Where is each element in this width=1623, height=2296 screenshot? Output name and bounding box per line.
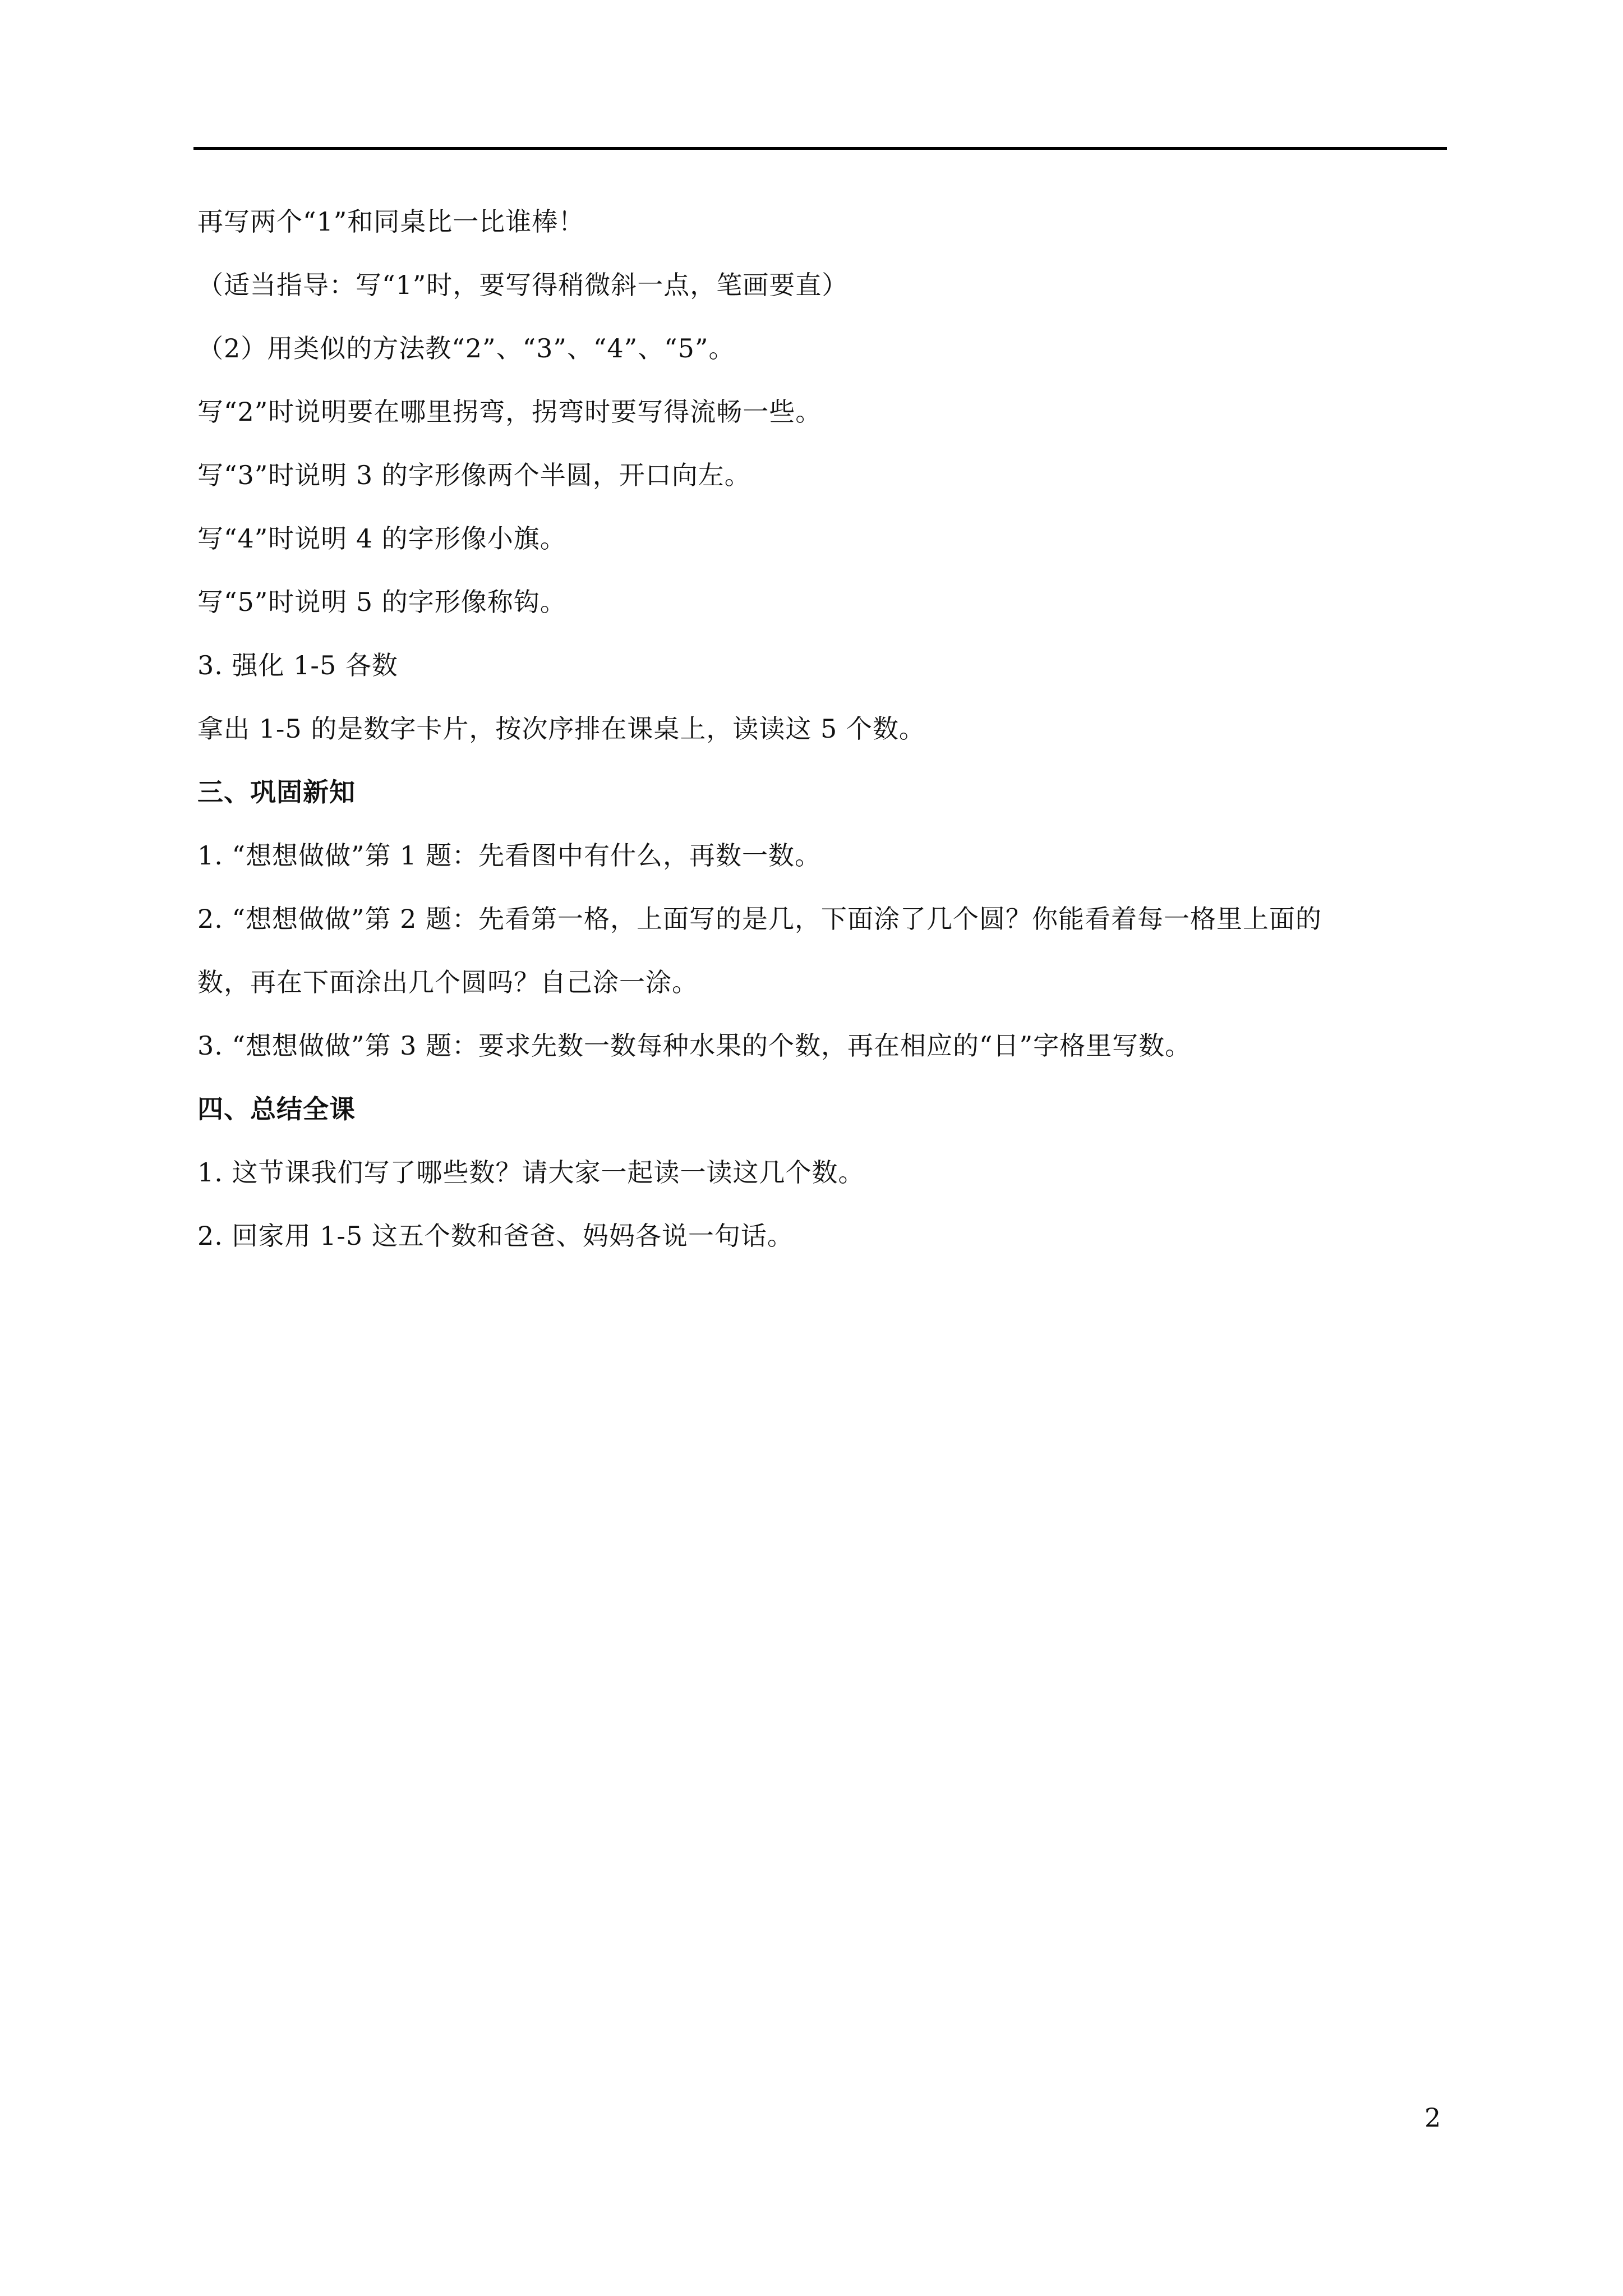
paragraph-line: 再写两个“1”和同桌比一比谁棒！: [197, 206, 585, 237]
paragraph-line: 写“5”时说明 5 的字形像称钩。: [197, 587, 566, 617]
paragraph-line: 拿出 1-5 的是数字卡片，按次序排在课桌上，读读这 5 个数。: [197, 714, 925, 744]
header-rule: [193, 147, 1447, 150]
paragraph-line: 数，再在下面涂出几个圆吗？自己涂一涂。: [197, 967, 698, 997]
paragraph-line: 写“4”时说明 4 的字形像小旗。: [197, 523, 566, 554]
paragraph-line: 3. 强化 1-5 各数: [197, 650, 398, 680]
paragraph-line: 2. “想想做做”第 2 题：先看第一格，上面写的是几，下面涂了几个圆？你能看着每一格里上面的: [197, 904, 1322, 934]
section-heading: 四、总结全课: [197, 1094, 356, 1124]
page-number: 2: [1424, 2102, 1441, 2133]
paragraph-line: 1. “想想做做”第 1 题：先看图中有什么，再数一数。: [197, 840, 822, 871]
paragraph-line: 写“2”时说明要在哪里拐弯，拐弯时要写得流畅一些。: [197, 397, 822, 427]
paragraph-line: 2. 回家用 1-5 这五个数和爸爸、妈妈各说一句话。: [197, 1221, 794, 1251]
section-heading: 三、巩固新知: [197, 777, 356, 807]
paragraph-line: 3. “想想做做”第 3 题：要求先数一数每种水果的个数，再在相应的“日”字格里写数。: [197, 1030, 1192, 1061]
paragraph-line: （适当指导：写“1”时，要写得稍微斜一点，笔画要直）: [197, 270, 849, 300]
paragraph-line: 写“3”时说明 3 的字形像两个半圆，开口向左。: [197, 460, 751, 490]
paragraph-line: （2）用类似的方法教“2”、“3”、“4”、“5”。: [197, 333, 735, 364]
paragraph-line: 1. 这节课我们写了哪些数？请大家一起读一读这几个数。: [197, 1157, 865, 1188]
